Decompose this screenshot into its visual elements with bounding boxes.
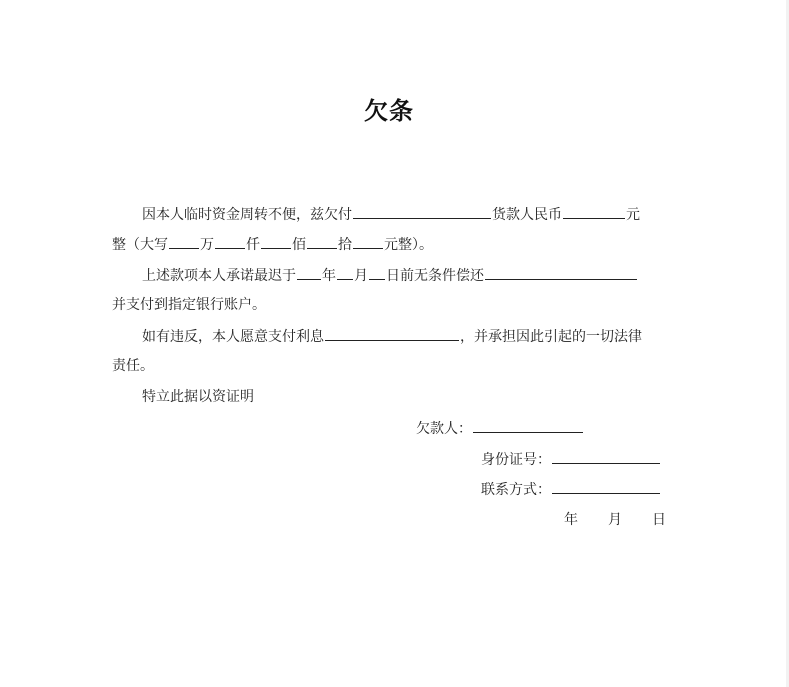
paragraph-3-line-1 [142, 326, 642, 347]
paragraph-3-line-2 [112, 356, 154, 376]
document-title: 欠条 [364, 97, 414, 125]
bai-blank [261, 234, 291, 249]
debtor-blank [473, 418, 583, 433]
debtor-row [416, 418, 584, 439]
contact-label: 联系方式： [481, 482, 551, 498]
debtor-label: 欠款人： [416, 421, 472, 437]
p1-text-b: 货款人民币 [492, 207, 562, 223]
yuan-blank [353, 234, 383, 249]
paragraph-2-line-1 [142, 265, 638, 286]
p4-text: 特立此据以资证明 [142, 389, 254, 405]
p1-text-f: 仟 [246, 237, 260, 253]
p2-text-a: 上述款项本人承诺最迟于 [142, 268, 296, 284]
contact-row [481, 479, 661, 500]
repay-blank [485, 265, 637, 280]
date-month: 月 [608, 512, 622, 528]
date-day: 日 [652, 512, 666, 528]
day-blank [369, 265, 385, 280]
p1-text-a: 因本人临时资金周转不便，兹欠付 [142, 207, 352, 223]
date-row [564, 510, 666, 530]
paragraph-2-line-2 [112, 295, 266, 315]
date-year: 年 [564, 512, 578, 528]
p2-text-d: 日前无条件偿还 [386, 268, 484, 284]
p2-text-e: 并支付到指定银行账户。 [112, 297, 266, 313]
p3-text-c: 责任。 [112, 358, 154, 374]
id-blank [552, 449, 660, 464]
interest-blank [325, 326, 459, 341]
paragraph-4 [142, 387, 254, 407]
p2-text-c: 月 [354, 268, 368, 284]
p1-text-c: 元 [626, 207, 640, 223]
p3-text-a: 如有违反，本人愿意支付利息 [142, 329, 324, 345]
payee-blank [353, 204, 491, 219]
p2-text-b: 年 [322, 268, 336, 284]
paragraph-1-line-1 [142, 204, 640, 225]
p1-text-e: 万 [200, 237, 214, 253]
shi-blank [307, 234, 337, 249]
p1-text-h: 拾 [338, 237, 352, 253]
p1-text-i: 元整）。 [384, 237, 433, 253]
amount-blank [563, 204, 625, 219]
qian-blank [215, 234, 245, 249]
id-row [481, 449, 661, 470]
p1-text-g: 佰 [292, 237, 306, 253]
id-label: 身份证号： [481, 452, 551, 468]
year-blank [297, 265, 321, 280]
wan-blank [169, 234, 199, 249]
p1-text-d: 整（大写 [112, 237, 168, 253]
month-blank [337, 265, 353, 280]
paragraph-1-line-2 [112, 234, 433, 255]
p3-text-b: ，并承担因此引起的一切法律 [460, 329, 642, 345]
contact-blank [552, 479, 660, 494]
